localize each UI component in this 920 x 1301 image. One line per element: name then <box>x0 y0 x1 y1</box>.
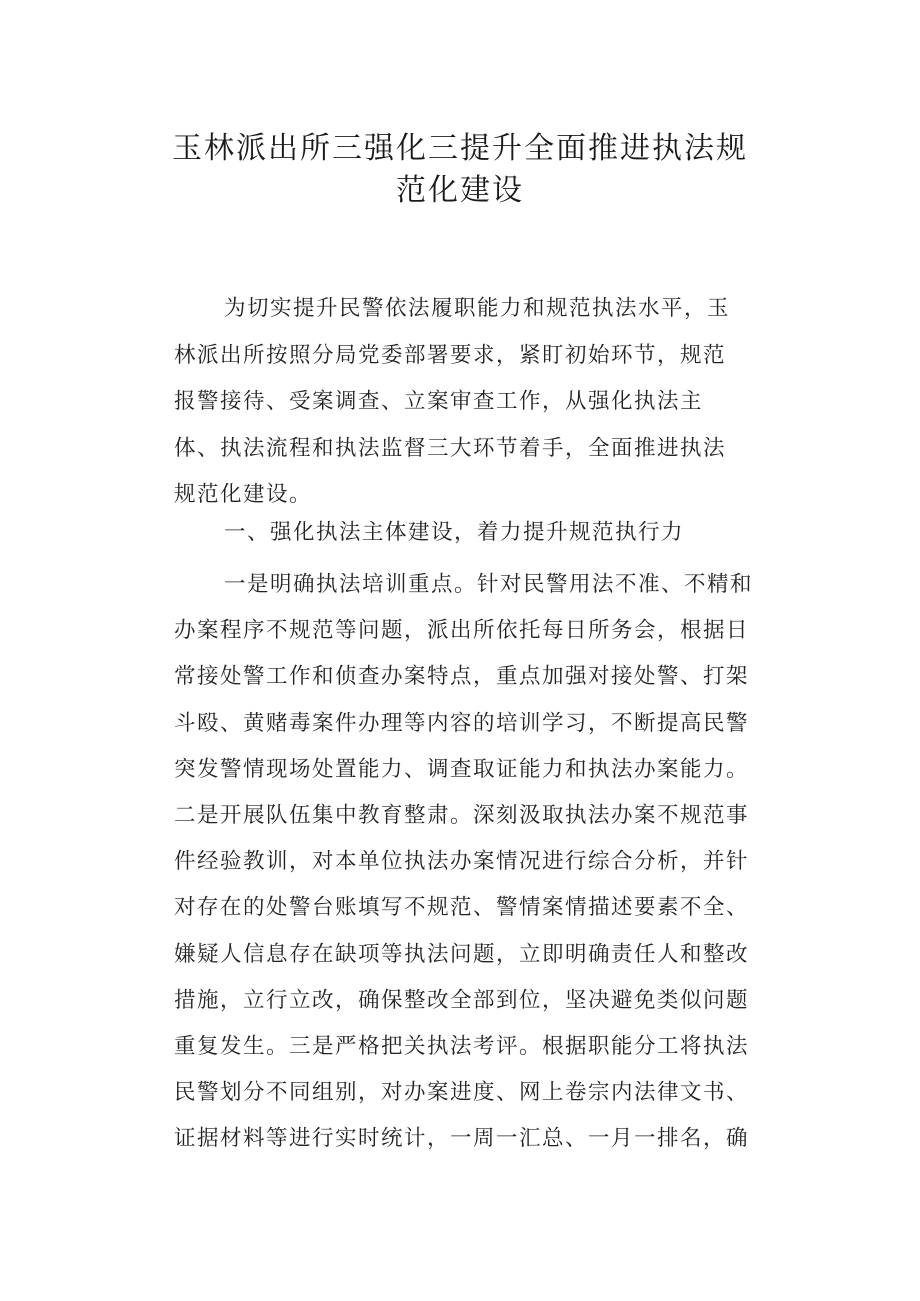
section-heading: 一、强化执法主体建设，着力提升规范执行力 <box>224 520 685 545</box>
body-line: 嫌疑人信息存在缺项等执法问题，立即明确责任人和整改 <box>174 941 750 967</box>
intro-line: 报警接待、受案调查、立案审查工作，从强化执法主 <box>174 389 704 414</box>
body-line: 一是明确执法培训重点。针对民警用法不准、不精和 <box>224 572 754 597</box>
body-paragraph <box>174 562 754 1163</box>
body-line: 民警划分不同组别，对办案进度、网上卷宗内法律文书、 <box>174 1080 750 1106</box>
intro-line: 体、执法流程和执法监督三大环节着手，全面推进执法 <box>174 435 727 461</box>
body-line: 斗殴、黄赌毒案件办理等内容的培训学习，不断提高民警 <box>174 710 750 736</box>
title-line: 范化建设 <box>396 173 524 208</box>
title-line: 玉林派出所三强化三提升全面推进执法规 <box>172 131 748 166</box>
body-line: 办案程序不规范等问题，派出所依托每日所务会，根据日 <box>174 618 750 644</box>
intro-line: 为切实提升民警依法履职能力和规范执法水平，玉 <box>224 296 731 321</box>
body-line: 常接处警工作和侦查办案特点，重点加强对接处警、打架 <box>174 664 750 690</box>
body-line: 突发警情现场处置能力、调查取证能力和执法办案能力。 <box>174 756 750 782</box>
body-line: 件经验教训，对本单位执法办案情况进行综合分析，并针 <box>174 849 750 875</box>
intro-paragraph <box>174 286 754 519</box>
body-line: 证据材料等进行实时统计，一周一汇总、一月一排名，确 <box>174 1126 750 1152</box>
body-line: 措施，立行立改，确保整改全部到位，坚决避免类似问题 <box>174 987 750 1013</box>
body-line: 重复发生。三是严格把关执法考评。根据职能分工将执法 <box>174 1034 750 1060</box>
document-title <box>0 128 920 212</box>
body-line: 二是开展队伍集中教育整肃。深刻汲取执法办案不规范事 <box>174 803 750 829</box>
intro-line: 林派出所按照分局党委部署要求，紧盯初始环节，规范 <box>174 342 727 368</box>
body-line: 对存在的处警台账填写不规范、警情案情描述要素不全、 <box>174 895 750 921</box>
intro-line: 规范化建设。 <box>174 482 313 507</box>
